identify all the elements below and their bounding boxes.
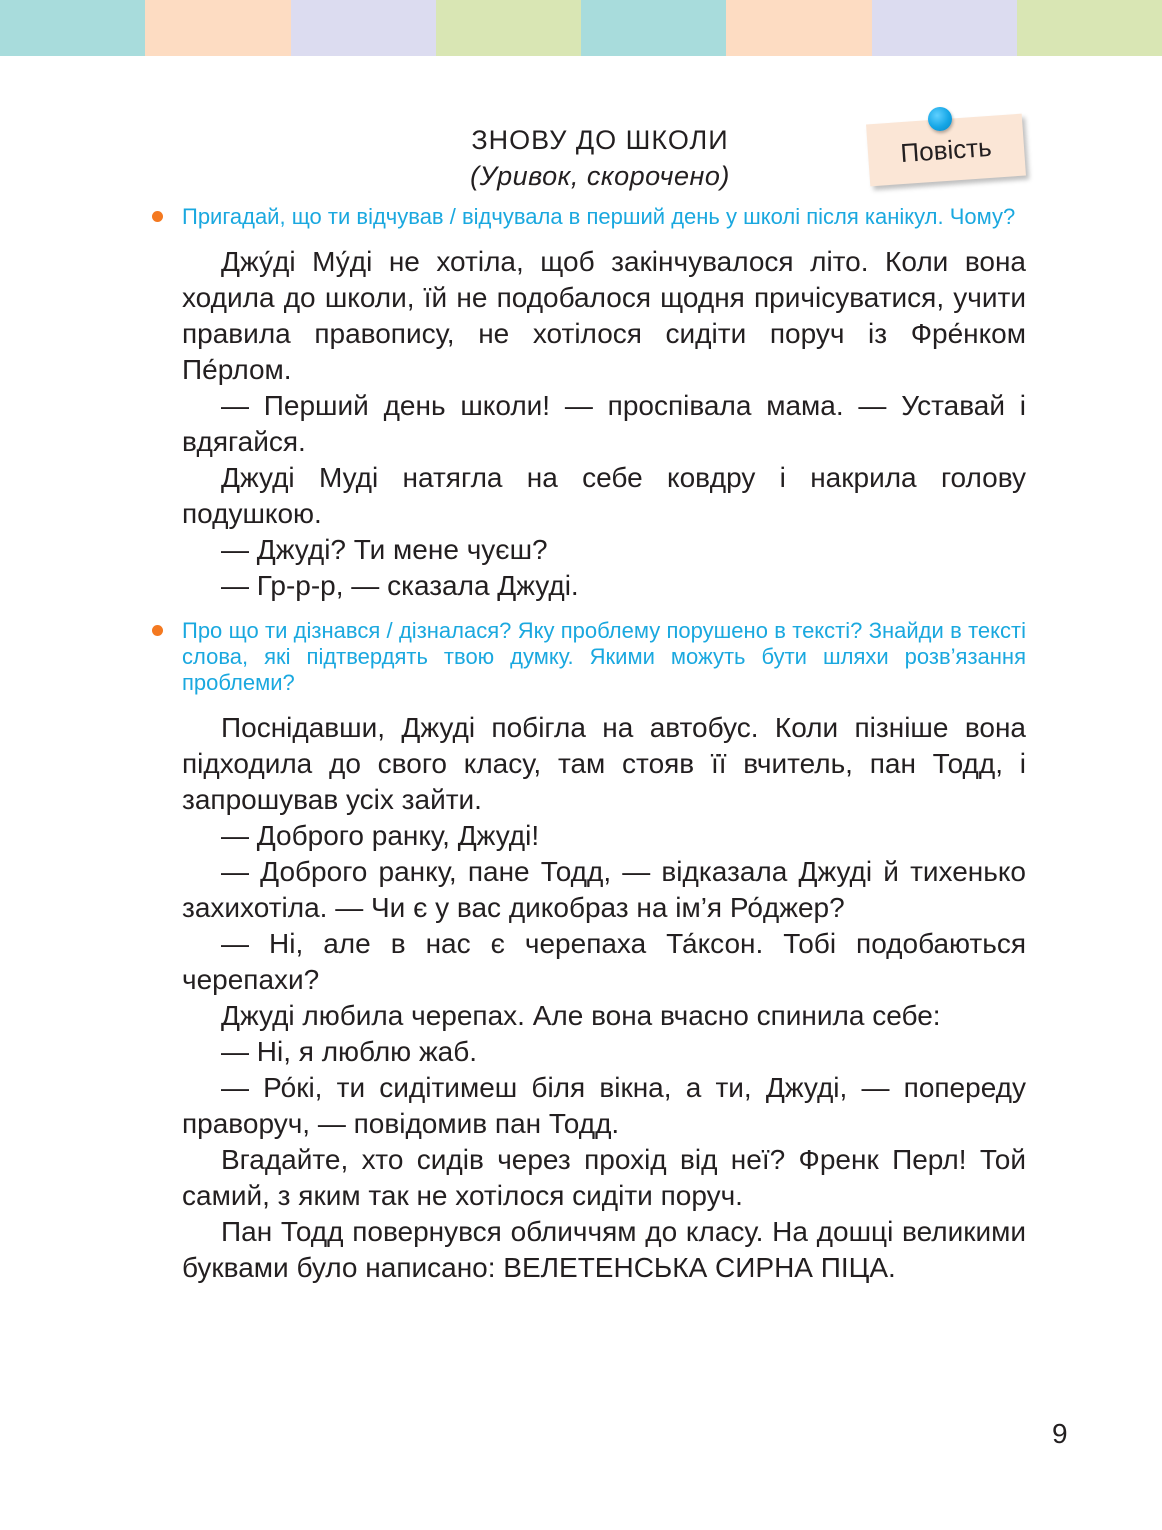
story-title: ЗНОВУ ДО ШКОЛИ [471,125,729,155]
question-2 [182,618,1026,696]
band-segment [145,0,290,56]
paragraph: — Ні, я люблю жаб. [221,1036,478,1067]
paragraph: — Джуді? Ти мене чуєш? [221,534,548,565]
paragraph: Джу́ді Му́ді не хотіла, щоб закінчувалося літо. Коли вона ходила до школи, їй не подобалося щодня причісуватися, учити правила правопису, не хотілося сидіти поруч із Фре́нком Пе́рлом. [182,246,1026,385]
band-segment [872,0,1017,56]
band-segment [581,0,726,56]
genre-tag-label: Повість [899,131,993,168]
paragraph: Пан Тодд повернувся обличчям до класу. На дошці великими буквами було написано: ВЕЛЕТЕНСЬКА СИРНА ПІЦА. [182,1216,1026,1283]
question-text: Про що ти дізнався / дізналася? Яку проблему порушено в тексті? Знайди в тексті слова, які підтвердять твою думку. Якими можуть бути шляхи розв’язання проблеми? [182,618,1026,695]
band-segment [1017,0,1162,56]
bullet-dot-icon [152,625,163,636]
top-color-band [0,0,1162,56]
band-segment [436,0,581,56]
main-content [182,204,1026,1286]
text-block-2 [182,710,1026,1286]
paragraph: Джуді Муді натягла на себе ковдру і накрила голову подушкою. [182,462,1026,529]
band-segment [726,0,871,56]
paragraph: — Доброго ранку, Джуді! [221,820,540,851]
paragraph: — Ні, але в нас є черепаха Та́ксон. Тобі подобаються черепахи? [182,928,1026,995]
band-segment [0,0,145,56]
paragraph: — Гр-р-р, — сказала Джуді. [221,570,579,601]
paragraph: — Ро́кі, ти сидітимеш біля вікна, а ти, Джуді, — попереду праворуч, — повідомив пан Тодд. [182,1072,1026,1139]
band-segment [291,0,436,56]
paragraph: Вгадайте, хто сидів через прохід від неї? Френк Перл! Той самий, з яким так не хотілося сидіти поруч. [182,1144,1026,1211]
question-1 [182,204,1026,230]
paragraph: — Доброго ранку, пане Тодд, — відказала Джуді й тихенько захихотіла. — Чи є у вас дикобраз на ім’я Ро́джер? [182,856,1026,923]
pushpin-icon [928,107,952,131]
paragraph: — Перший день школи! — проспівала мама. — Уставай і вдягайся. [182,390,1026,457]
question-text: Пригадай, що ти відчував / відчувала в перший день у школі після канікул. Чому? [182,204,1016,229]
paragraph: Джуді любила черепах. Але вона вчасно спинила себе: [221,1000,941,1031]
story-subtitle: (Уривок, скорочено) [470,161,730,191]
paragraph: Поснідавши, Джуді побігла на автобус. Коли пізніше вона підходила до свого класу, там стояв її вчитель, пан Тодд, і запрошував усіх зайти. [182,712,1026,815]
text-block-1 [182,244,1026,604]
page-number: 9 [1052,1418,1068,1449]
story-heading [300,122,900,194]
bullet-dot-icon [152,211,163,222]
